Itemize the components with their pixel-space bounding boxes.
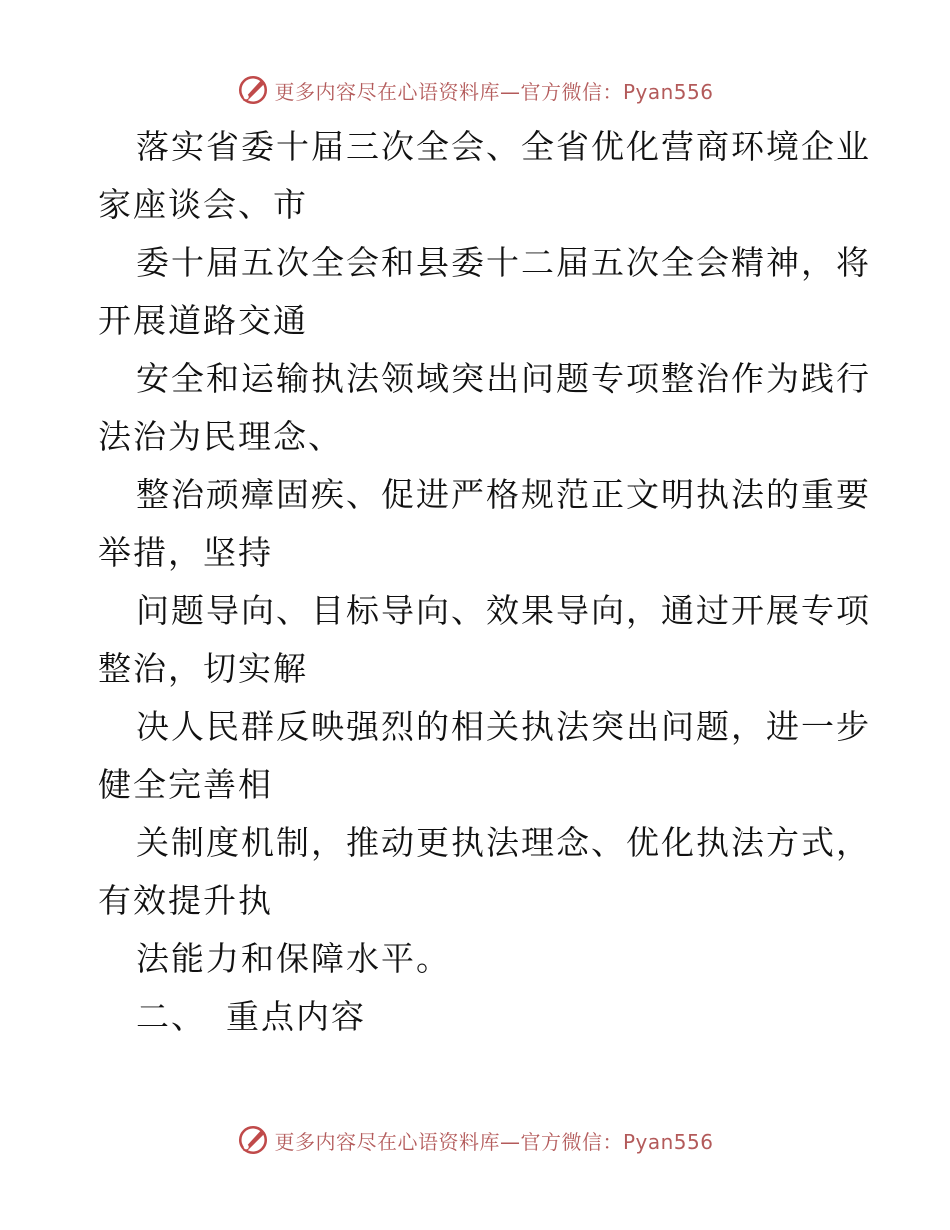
paragraph-line: 安全和运输执法领域突出问题专项整治作为践行 — [136, 359, 871, 398]
paragraph-line: 关制度机制，推动更执法理念、优化执法方式， — [136, 823, 871, 862]
paragraph-line: 法治为民理念、 — [98, 417, 343, 456]
paragraph-line: 落实省委十届三次全会、全省优化营商环境企业 — [136, 127, 871, 166]
paragraph-line: 问题导向、目标导向、效果导向，通过开展专项 — [136, 591, 871, 630]
paragraph-line: 健全完善相 — [98, 765, 273, 804]
watermark-text: 更多内容尽在心语资料库—官方微信：Pyan556 — [274, 1129, 714, 1154]
section-heading-title: 重点内容 — [226, 997, 366, 1036]
paragraph-line: 整治顽瘴固疾、促进严格规范正文明执法的重要 — [136, 475, 871, 514]
document-body — [98, 118, 871, 1046]
paragraph-line: 委十届五次全会和县委十二届五次全会精神，将 — [136, 243, 871, 282]
section-heading — [98, 988, 858, 1046]
watermark-text: 更多内容尽在心语资料库—官方微信：Pyan556 — [274, 79, 714, 104]
brush-pen-logo-icon — [236, 73, 270, 107]
paragraph-line: 举措，坚持 — [98, 533, 273, 572]
brush-pen-logo-icon — [236, 1123, 270, 1157]
header-watermark — [0, 70, 950, 110]
footer-watermark — [0, 1120, 950, 1160]
paragraph-line: 家座谈会、市 — [98, 185, 308, 224]
paragraph-line: 整治，切实解 — [98, 649, 308, 688]
paragraph-line: 开展道路交通 — [98, 301, 308, 340]
paragraph-line: 决人民群反映强烈的相关执法突出问题，进一步 — [136, 707, 871, 746]
paragraph-line: 有效提升执 — [98, 881, 273, 920]
section-heading-number: 二、 — [136, 997, 206, 1036]
paragraph-line: 法能力和保障水平。 — [136, 939, 451, 978]
